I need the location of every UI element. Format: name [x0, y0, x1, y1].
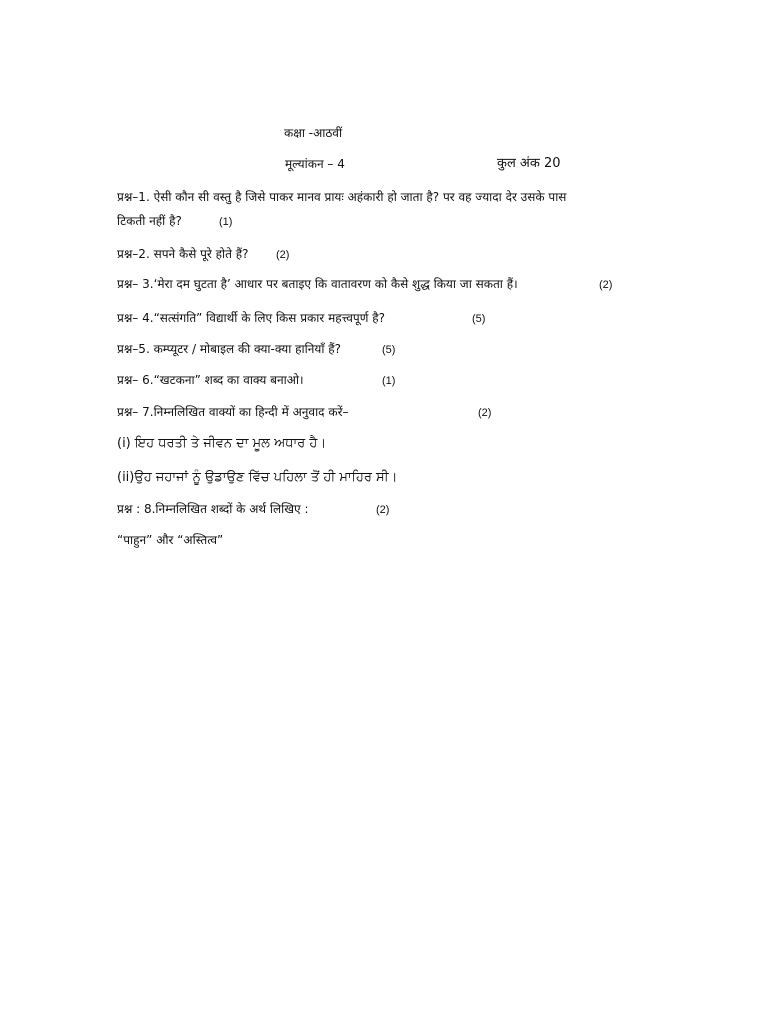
class-heading: कक्षा -आठवीं — [284, 126, 343, 140]
total-marks: कुल अंक 20 — [497, 156, 561, 171]
question-text-continued: टिकती नहीं है? — [117, 214, 182, 228]
question-marks: (2) — [599, 279, 613, 291]
assessment-heading: मूल्यांकन – 4 — [285, 157, 345, 171]
question-text: प्रश्न– 6.“खटकना” शब्द का वाक्य बनाओ। — [117, 373, 304, 387]
question-marks: (2) — [376, 504, 390, 516]
question-marks: (2) — [276, 249, 290, 261]
question-text: प्रश्न–5. कम्प्यूटर / मोबाइल की क्या-क्या हानियाँ हैं? — [117, 342, 342, 356]
question-text: प्रश्न–1. ऐसी कौन सी वस्तु है जिसे पाकर मानव प्रायः अहंकारी हो जाता है? पर वह ज्यादा देर उसके पास — [117, 190, 567, 204]
question-marks: (1) — [382, 375, 396, 387]
question-text: प्रश्न– 3.‘मेरा दम घुटता है’ आधार पर बताइए कि वातावरण को कैसे शुद्ध किया जा सकता हैं। — [117, 277, 518, 291]
question-marks: (5) — [472, 313, 486, 325]
punjabi-sentence: (i) ਇਹ ਧਰਤੀ ਤੇ ਜੀਵਨ ਦਾ ਮੂਲ ਅਧਾਰ ਹੈ। — [117, 436, 327, 451]
question-text: प्रश्न : 8.निम्नलिखित शब्दों के अर्थ लिखिए : — [117, 502, 309, 516]
question-marks: (1) — [219, 216, 233, 228]
question-marks: (5) — [382, 344, 396, 356]
words-to-define: “पाहुन” और “अस्तित्व” — [117, 533, 224, 547]
question-text: प्रश्न– 7.निम्नलिखित वाक्यों का हिन्दी में अनुवाद करें– — [117, 405, 349, 419]
question-marks: (2) — [478, 407, 492, 419]
punjabi-sentence: (ii)ਉਹ ਜਹਾਜਾਂ ਨੂੰ ਉਡਾਉਣ ਵਿੱਚ ਪਹਿਲਾ ਤੋਂ ਹੀ ਮਾਹਿਰ ਸੀ। — [117, 470, 398, 485]
question-text: प्रश्न– 4.“सत्संगति” विद्यार्थी के लिए किस प्रकार महत्त्वपूर्ण है? — [117, 311, 385, 325]
question-text: प्रश्न–2. सपने कैसे पूरे होते हैं? — [117, 247, 249, 261]
